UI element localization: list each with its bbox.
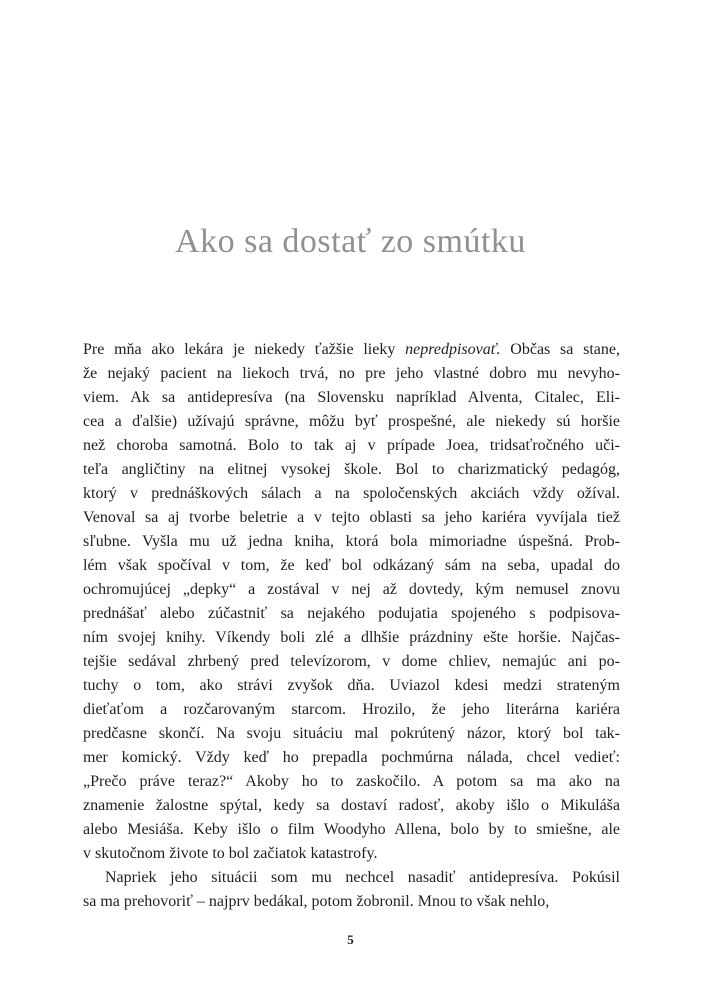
text-line: než choroba samotná. Bolo to tak aj v prípade Joea, tridsaťročného uči-: [83, 437, 620, 454]
chapter-title: Ako sa dostať zo smútku: [175, 222, 526, 260]
text-line: lém však spočíval v tom, že keď bol odkázaný sám na seba, upadal do: [83, 557, 620, 574]
text-line: tejšie sedával zhrbený pred televízorom, v dome chliev, nemajúc ani po-: [83, 653, 620, 670]
text-line: sľubne. Vyšla mu už jedna kniha, ktorá bola mimoriadne úspešná. Prob-: [83, 533, 620, 550]
text-line: prednášať alebo zúčastniť sa nejakého podujatia spojeného s podpisova-: [83, 605, 620, 622]
text-line: ktorý v prednáškových sálach a na spoločenských akciách vždy ožíval.: [83, 485, 620, 502]
text-line: Venoval sa aj tvorbe beletrie a v tejto oblasti sa jeho kariéra vyvíjala tiež: [83, 509, 620, 526]
text-line: tuchy o tom, ako strávi zvyšok dňa. Uviazol kdesi medzi strateným: [83, 677, 620, 694]
text-line: ním svojej knihy. Víkendy boli zlé a dlhšie prázdniny ešte horšie. Najčas-: [83, 629, 620, 646]
text-line: „Prečo práve teraz?“ Akoby ho to zaskočilo. A potom sa ma ako na: [83, 773, 620, 790]
text-line: viem. Ak sa antidepresíva (na Slovensku napríklad Alventa, Citalec, Eli-: [83, 389, 620, 406]
text-line: ochromujúcej „depky“ a zostával v nej až dovtedy, kým nemusel znovu: [83, 581, 620, 598]
text-line: dieťaťom a rozčarovaným starcom. Hrozilo, že jeho literárna kariéra: [83, 701, 620, 718]
italic-term: nepredpisovať.: [405, 341, 501, 358]
body-text: [83, 338, 620, 914]
text-line: predčasne skončí. Na svoju situáciu mal pokrútený názor, ktorý bol tak-: [83, 725, 620, 742]
text-line: cea a ďalšie) užívajú správne, môžu byť prospešné, ale niekedy sú horšie: [83, 413, 620, 430]
line-text: Občas sa stane,: [500, 341, 621, 358]
text-line: sa ma prehovoriť – najprv bedákal, potom žobronil. Mnou to však nehlo,: [83, 893, 550, 910]
text-line: že nejaký pacient na liekoch trvá, no pre jeho vlastné dobro mu nevyho-: [83, 365, 620, 382]
text-line: [83, 338, 620, 362]
text-line: znamenie žalostne spýtal, kedy sa dostaví radosť, akoby išlo o Mikuláša: [83, 797, 620, 814]
text-line: alebo Mesiáša. Keby išlo o film Woodyho Allena, bolo by to smiešne, ale: [83, 821, 620, 838]
text-line: teľa angličtiny na elitnej vysokej škole. Bol to charizmatický pedagóg,: [83, 461, 620, 478]
line-text: Pre mňa ako lekára je niekedy ťažšie lieky: [83, 341, 406, 358]
text-line: Napriek jeho situácii som mu nechcel nasadiť antidepresíva. Pokúsil: [105, 869, 620, 886]
text-line: mer komický. Vždy keď ho prepadla pochmúrna nálada, chcel vedieť:: [83, 749, 620, 766]
text-line: v skutočnom živote to bol začiatok katastrofy.: [83, 845, 378, 862]
page-number: 5: [347, 932, 354, 947]
